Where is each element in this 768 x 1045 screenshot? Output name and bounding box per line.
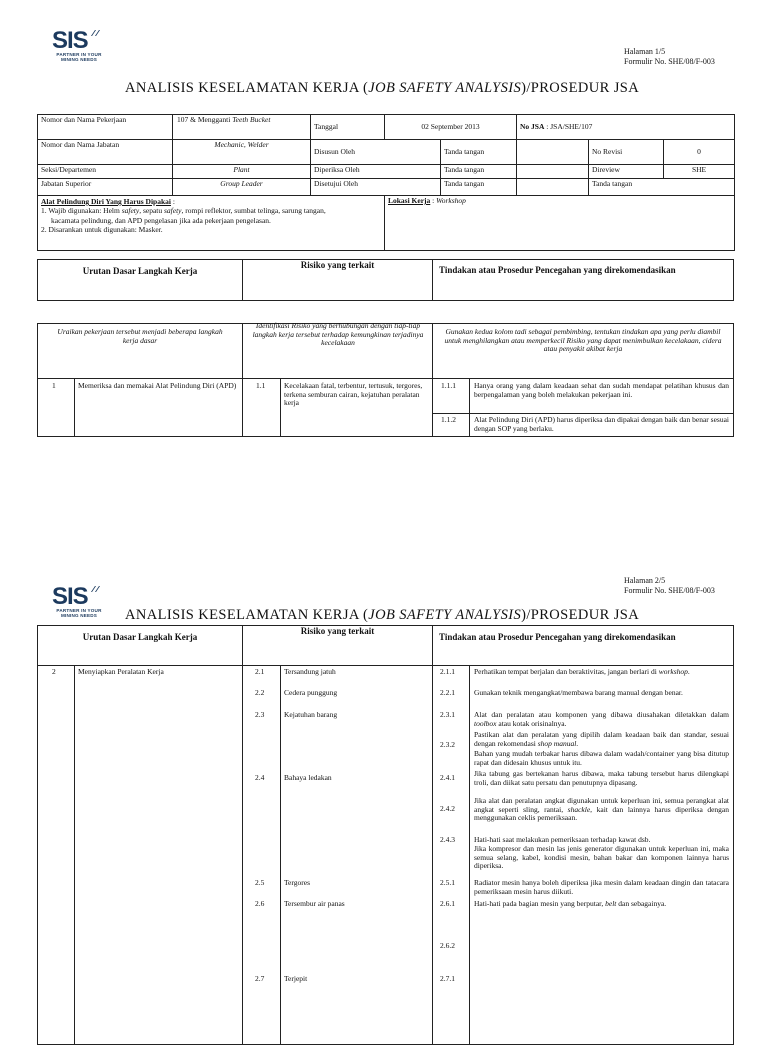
revision-value: 0 (664, 140, 735, 165)
action-text: Jika tabung gas bertekanan harus dibawa, maka tabung tersebut harus dilengkapi troli, dan diikat satu persatu dan penutupnya dipasang. (474, 769, 729, 787)
logo-mark: SIS (52, 583, 88, 610)
header-steps: Urutan Dasar Langkah Kerja (82, 266, 198, 276)
jsa-number: No JSA : JSA/SHE/107 (517, 115, 735, 140)
risk-text: Tersandung jatuh (284, 667, 336, 676)
checked-by-label: Diperiksa Oleh (311, 165, 441, 179)
action-text: Jika alat dan peralatan angkat digunakan untuk keperluan ini, semua perangkat alat angkat seperti sling, rantai, shackle, kait dan lainnya harus diperiksa dengan menggunakan ceklis pemeriksaan. (474, 796, 729, 823)
page-number: Halaman 2/5 (624, 576, 666, 585)
signature-label: Tanda tangan (589, 179, 735, 196)
step-number: 2 (52, 667, 56, 676)
risk-text: Kejatuhan barang (284, 710, 338, 719)
work-location: Lokasi Kerja : Workshop (385, 196, 735, 251)
header-risks: Risiko yang terkait (300, 626, 375, 636)
reviewed-value: SHE (664, 165, 735, 179)
form-number: Formulir No. SHE/08/F-003 (624, 586, 715, 595)
action-text: Radiator mesin hanya boleh diperiksa jika mesin dalam keadaan dingin dan tatacara pemeriksaan mesin harus diikuti. (474, 878, 729, 896)
company-logo (44, 27, 114, 62)
risk-number: 2.3 (255, 710, 265, 719)
action-number: 1.1.2 (441, 415, 456, 424)
action-number: 2.4.1 (440, 773, 455, 782)
risk-text: Tergores (284, 878, 310, 887)
page-number: Halaman 1/5 (624, 47, 666, 56)
reviewed-label: Direview (589, 165, 664, 179)
risk-number: 2.5 (255, 878, 265, 887)
action-number: 2.5.1 (440, 878, 455, 887)
superior-value: Group Leader (173, 179, 311, 196)
form-number: Formulir No. SHE/08/F-003 (624, 57, 715, 66)
risk-text: Cedera punggung (284, 688, 338, 697)
risk-number: 2.4 (255, 773, 265, 782)
risk-number: 2.2 (255, 688, 265, 697)
step-text: Menyiapkan Peralatan Kerja (78, 667, 164, 676)
risk-text: Tersembur air panas (284, 899, 345, 908)
logo-tagline: PARTNER IN YOUR MINING NEEDS (56, 52, 102, 62)
step-text: Memeriksa dan memakai Alat Pelindung Diri (APD) (78, 381, 237, 390)
job-name-label: Nomor dan Nama Pekerjaan (38, 115, 173, 140)
ppe-line-3: 2. Disarankan untuk digunakan: Masker. (41, 225, 163, 235)
signature-label: Tanda tangan (441, 140, 517, 165)
action-number: 2.7.1 (440, 974, 455, 983)
action-text: Hati-hati pada bagian mesin yang berputar, belt dan sebagainya. (474, 899, 667, 908)
action-number: 2.2.1 (440, 688, 455, 697)
header-risks: Risiko yang terkait (300, 260, 375, 270)
ppe-line-2: kacamata pelindung, dan APD pengelasan jika ada pekerjaan pengelasan. (51, 215, 271, 225)
date-label: Tanggal (311, 115, 385, 140)
action-text: Hati-hati saat melakukan pemeriksaan terhadap kawat dsb. (474, 835, 651, 844)
instruction-risks: Identifikasi Risiko yang berhubungan dengan tiap-tiap langkah kerja tersebut terhadap kemungkinan terjadinya kecelakaan (252, 321, 424, 348)
action-text: Jika kompresor dan mesin las jenis generator digunakan untuk keperluan ini, maka semua selang, kabel, kondisi mesin, bahan bakar dan komponen lainnya harus diperiksa. (474, 844, 729, 871)
logo-swoosh-icon (90, 580, 102, 588)
action-number: 2.4.2 (440, 804, 455, 813)
action-number: 2.6.1 (440, 899, 455, 908)
department-label: Seksi/Departemen (38, 165, 173, 179)
action-text: Alat Pelindung Diri (APD) harus diperiksa dan dipakai dengan baik dan benar sesuai dengan SOP yang berlaku. (474, 415, 729, 433)
ppe-section (38, 196, 385, 251)
header-steps: Urutan Dasar Langkah Kerja (82, 632, 198, 642)
company-logo (44, 583, 114, 618)
risk-number: 1.1 (256, 381, 266, 390)
risk-text: Terjepit (284, 974, 308, 983)
header-actions: Tindakan atau Prosedur Pencegahan yang direkomendasikan (439, 632, 676, 642)
instruction-actions: Gunakan kedua kolom tadi sebagai pembimbing, tentukan tindakan apa yang perlu diambil untuk menghilangkan atau memperkecil Risiko yang dapat menimbulkan kecelakaan, cidera atau penyakit akibat kerja (444, 327, 722, 354)
action-text: Hanya orang yang dalam keadaan sehat dan sudah mendapat pelatihan khusus dan berpengalaman yang boleh melakukan pekerjaan ini. (474, 381, 729, 399)
step-number: 1 (52, 381, 56, 390)
action-text: Gunakan teknik mengangkat/membawa barang manual dengan benar. (474, 688, 683, 697)
superior-label: Jabatan Superior (38, 179, 173, 196)
action-text: Perhatikan tempat berjalan dan beraktivitas, jangan berlari di workshop. (474, 667, 690, 676)
prepared-by-label: Disusun Oleh (311, 140, 441, 165)
action-text: Bahan yang mudah terbakar harus dibawa dalam wadah/container yang bisa ditutup rapat dan didesain khusus untuk itu. (474, 749, 729, 767)
risk-number: 2.1 (255, 667, 265, 676)
logo-swoosh-icon (90, 24, 102, 32)
position-value: Mechanic, Welder (173, 140, 311, 165)
job-name-value: 107 & Mengganti Teeth Bucket (173, 115, 311, 140)
risk-number: 2.6 (255, 899, 265, 908)
logo-tagline: PARTNER IN YOUR MINING NEEDS (56, 608, 102, 618)
action-number: 2.1.1 (440, 667, 455, 676)
page-title: ANALISIS KESELAMATAN KERJA (JOB SAFETY ANALYSIS)/PROSEDUR JSA (125, 80, 640, 96)
ppe-heading: Alat Pelindung Diri Yang Harus Dipakai : (41, 197, 175, 206)
page-title: ANALISIS KESELAMATAN KERJA (JOB SAFETY ANALYSIS)/PROSEDUR JSA (125, 607, 640, 623)
risk-text: Bahaya ledakan (284, 773, 332, 782)
risk-number: 2.7 (255, 974, 265, 983)
action-text: Alat dan peralatan atau komponen yang dibawa diusahakan diletakkan dalam toolbox atau kotak orisinalnya. (474, 710, 729, 728)
department-value: Plant (173, 165, 311, 179)
signature-label: Tanda tangan (441, 165, 517, 179)
action-number: 2.3.2 (440, 740, 455, 749)
logo-mark: SIS (52, 27, 88, 54)
signature-label: Tanda tangan (441, 179, 517, 196)
position-label: Nomor dan Nama Jabatan (38, 140, 173, 165)
jsa-header-table (37, 114, 735, 251)
revision-label: No Revisi (589, 140, 664, 165)
action-text: Pastikan alat dan peralatan yang dipilih dalam keadaan baik dan standar, sesuai dengan rekomendasi shop manual. (474, 730, 729, 748)
signature-cell (517, 140, 589, 165)
action-number: 1.1.1 (441, 381, 456, 390)
date-value: 02 September 2013 (385, 115, 517, 140)
risk-text: Kecelakaan fatal, terbentur, tertusuk, tergores, terkena semburan cairan, kejatuhan peralatan kerja (284, 381, 423, 408)
instruction-steps: Uraikan pekerjaan tersebut menjadi beberapa langkah kerja dasar (57, 327, 223, 345)
signature-cell (517, 165, 589, 179)
action-number: 2.3.1 (440, 710, 455, 719)
header-actions: Tindakan atau Prosedur Pencegahan yang direkomendasikan (439, 265, 676, 275)
ppe-line-1: 1. Wajib digunakan: Helm safety, sepatu safety, rompi reflektor, sumbat telinga, sarung tangan, (41, 206, 326, 216)
action-number: 2.6.2 (440, 941, 455, 950)
action-number: 2.4.3 (440, 835, 455, 844)
approved-by-label: Disetujui Oleh (311, 179, 441, 196)
signature-cell (517, 179, 589, 196)
